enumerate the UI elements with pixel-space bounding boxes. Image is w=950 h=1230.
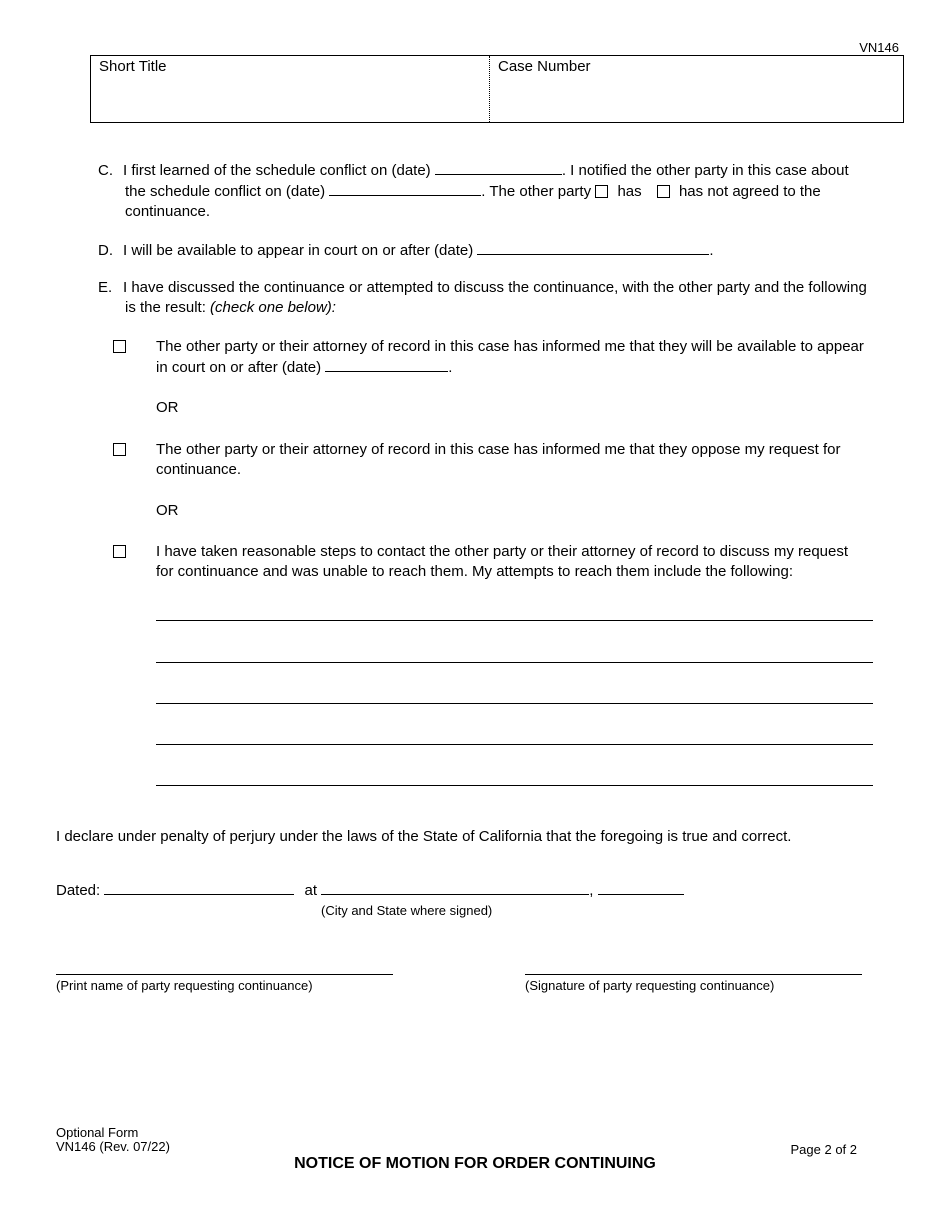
- attempts-line-1[interactable]: [156, 620, 873, 621]
- item-c-text-5: continuance.: [125, 203, 211, 220]
- short-title-field[interactable]: [91, 56, 490, 122]
- has-label: has: [617, 183, 642, 200]
- option-available-checkbox[interactable]: [113, 340, 126, 353]
- item-e: [98, 278, 898, 318]
- footer-left: [56, 1126, 170, 1154]
- declaration-text: I declare under penalty of perjury under the laws of the State of California that the foregoing is true and correct.: [56, 828, 792, 845]
- print-name-line[interactable]: [56, 974, 393, 975]
- item-c-text-2: . I notified the other party in this case about: [561, 162, 849, 179]
- attempts-line-4[interactable]: [156, 744, 873, 745]
- print-name-caption: (Print name of party requesting continuance): [56, 978, 313, 993]
- attempts-line-3[interactable]: [156, 703, 873, 704]
- item-e-text-1: I have discussed the continuance or attempted to discuss the continuance, with the other party and the following: [123, 279, 867, 296]
- has-not-agreed-checkbox[interactable]: [657, 185, 670, 198]
- caption-box: [90, 55, 904, 123]
- option-unable-line2: for continuance and was unable to reach them. My attempts to reach them include the following:: [156, 563, 794, 580]
- item-c-text-3: the schedule conflict on (date): [125, 183, 326, 200]
- item-c-letter: C.: [98, 162, 113, 179]
- form-title: NOTICE OF MOTION FOR ORDER CONTINUING: [294, 1155, 656, 1172]
- conflict-learned-date-blank[interactable]: [435, 160, 562, 175]
- has-not-label: has not agreed to the: [678, 183, 821, 200]
- option-oppose-checkbox[interactable]: [113, 443, 126, 456]
- at-label: at: [304, 882, 318, 899]
- form-revision: VN146 (Rev. 07/22): [56, 1139, 170, 1154]
- option-oppose-line2: continuance.: [156, 461, 242, 478]
- or-label-1: OR: [156, 399, 179, 416]
- option-oppose: [156, 440, 896, 480]
- item-c: [98, 160, 898, 222]
- optional-form-label: Optional Form: [56, 1125, 139, 1140]
- short-title-label: Short Title: [99, 58, 167, 75]
- option-unable-line1: I have taken reasonable steps to contact the other party or their attorney of record to discuss my request: [156, 543, 849, 560]
- other-party-available-date-blank[interactable]: [325, 357, 448, 372]
- item-d-letter: D.: [98, 242, 113, 259]
- item-e-instruction: (check one below):: [210, 299, 336, 316]
- signature-caption: (Signature of party requesting continuance): [525, 978, 775, 993]
- has-agreed-checkbox[interactable]: [595, 185, 608, 198]
- state-blank[interactable]: [598, 880, 684, 895]
- option-unable-checkbox[interactable]: [113, 545, 126, 558]
- item-e-text-2: is the result:: [125, 299, 206, 316]
- dated-blank[interactable]: [104, 880, 294, 895]
- case-number-label: Case Number: [498, 58, 591, 75]
- signature-line[interactable]: [525, 974, 862, 975]
- dated-label: Dated:: [56, 882, 101, 899]
- city-state-caption: (City and State where signed): [321, 903, 493, 918]
- attempts-line-2[interactable]: [156, 662, 873, 663]
- attempts-line-5[interactable]: [156, 785, 873, 786]
- form-id-top: VN146: [859, 40, 899, 55]
- item-d-text: I will be available to appear in court on or after (date): [123, 242, 474, 259]
- item-c-text-1: I first learned of the schedule conflict on (date): [123, 162, 431, 179]
- option-available-line2: in court on or after (date): [156, 359, 322, 376]
- available-date-blank[interactable]: [477, 240, 709, 255]
- option-oppose-line1: The other party or their attorney of record in this case has informed me that they oppose my request for: [156, 441, 841, 458]
- option-unable: [156, 542, 896, 582]
- city-blank[interactable]: [321, 880, 589, 895]
- or-label-2: OR: [156, 502, 179, 519]
- item-c-text-4: . The other party: [481, 183, 592, 200]
- page-number: Page 2 of 2: [790, 1142, 857, 1157]
- option-available-line1: The other party or their attorney of record in this case has informed me that they will be available to appear: [156, 338, 864, 355]
- conflict-notified-date-blank[interactable]: [329, 181, 481, 196]
- option-available: The other party or their attorney of record in this case has informed me that they will be available to appear in court on or after (date) .: [156, 337, 896, 378]
- case-number-field[interactable]: [490, 56, 903, 122]
- dated-row: Dated: at ,: [56, 880, 684, 901]
- item-d: D. I will be available to appear in court on or after (date) .: [98, 242, 714, 259]
- item-e-letter: E.: [98, 279, 113, 296]
